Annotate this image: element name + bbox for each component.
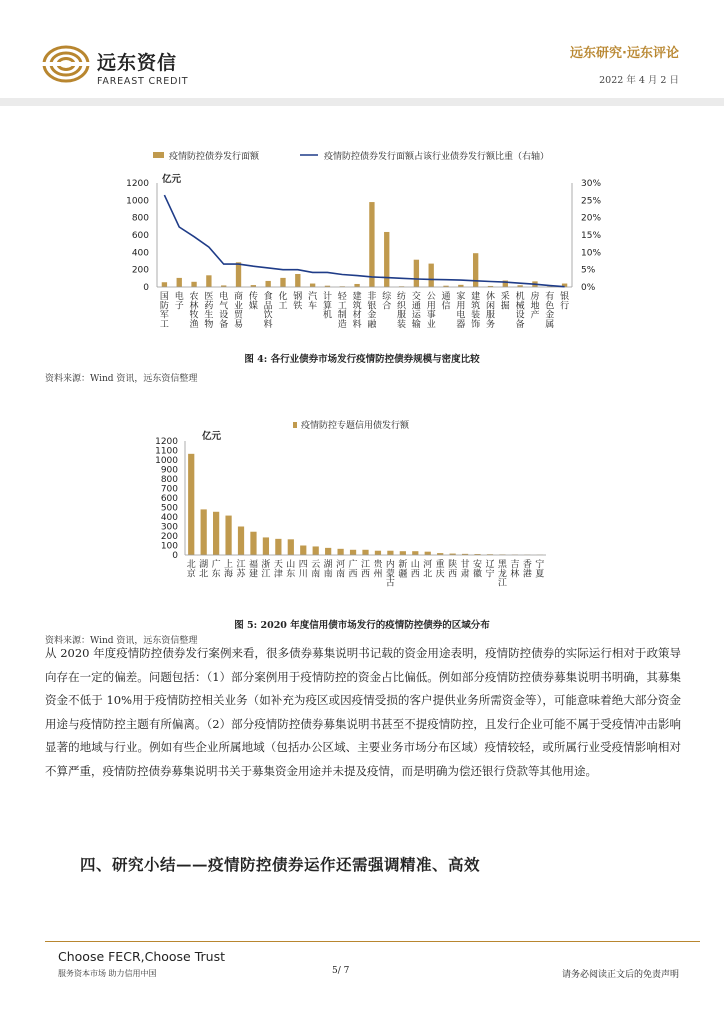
x-tick-label: 河北 [423,560,433,580]
bar [369,202,374,287]
x-tick-label: 福建 [248,560,258,580]
x-tick-label: 电气设备 [219,292,229,330]
x-tick-label: 电子 [174,292,184,312]
y-tick-label: 1200 [155,437,178,447]
bar [414,260,419,287]
bar [350,550,356,555]
x-tick-label: 建筑装饰 [471,292,481,330]
y-tick-label: 300 [160,522,178,533]
x-tick-label: 公用事业 [426,292,436,330]
footer-brand: Choose FECR,Choose Trust [58,949,225,964]
logo [42,44,90,84]
x-tick-label: 上海 [224,560,234,580]
x-tick-label: 轻工制造 [337,292,347,330]
bar [387,551,393,555]
bar [213,512,219,555]
bar [236,262,241,287]
y2-tick-label: 5% [581,265,596,276]
bar [473,253,478,287]
page-number: 5/ 7 [332,966,350,976]
x-tick-label: 贵州 [373,560,383,580]
y2-tick-label: 30% [581,179,602,189]
y-tick-label: 0 [172,551,178,561]
bar [188,454,194,555]
bar [288,539,294,555]
x-tick-label: 江西 [360,560,371,580]
x-tick-label: 香港 [522,560,532,580]
footer-disclaimer: 请务必阅读正文后的免责声明 [561,970,679,980]
y-tick-label: 200 [131,265,149,276]
y-tick-label: 600 [131,231,149,241]
bar [354,284,359,287]
figure5-chart [0,414,724,610]
x-tick-label: 云南 [311,560,321,580]
x-tick-label: 安徽 [473,560,483,580]
x-tick-label: 银行 [560,292,570,312]
x-tick-label: 综合 [382,292,392,312]
report-series: 远东研究·远东评论 [570,46,679,61]
y-tick-label: 100 [160,541,178,552]
bar [375,551,381,555]
y-axis-unit: 亿元 [162,174,182,185]
bar [362,550,368,555]
figure4-chart [0,140,724,355]
bar [206,275,211,287]
x-tick-label: 通信 [441,292,451,312]
y2-tick-label: 25% [581,196,602,207]
logo-name-cn: 远东资信 [97,52,178,74]
x-tick-label: 纺织服装 [397,292,407,330]
x-tick-label: 湖南 [323,560,333,580]
x-tick-label: 广东 [211,560,221,580]
bar [265,281,270,287]
x-tick-label: 建筑材料 [352,292,362,330]
x-tick-label: 钢铁 [293,292,303,312]
logo-mark-icon [42,44,90,84]
x-tick-label: 医药生物 [204,292,214,330]
x-tick-label: 山西 [410,560,420,580]
y-tick-label: 600 [160,494,178,504]
y-tick-label: 400 [131,248,149,259]
y2-tick-label: 15% [581,231,602,241]
x-tick-label: 商业贸易 [234,292,244,330]
x-tick-label: 宁夏 [535,560,545,580]
y-tick-label: 1000 [155,456,178,466]
y-tick-label: 500 [160,503,178,514]
x-tick-label: 辽宁 [485,560,495,580]
y-tick-label: 800 [131,213,149,224]
logo-name-en: FAREAST CREDIT [97,76,189,87]
bar [275,539,281,555]
x-tick-label: 内蒙古 [385,560,395,589]
x-tick-label: 天津 [273,560,283,580]
x-tick-label: 北京 [186,560,196,580]
x-tick-label: 河南 [336,560,346,580]
bar [337,549,343,555]
x-tick-label: 湖北 [199,560,209,580]
bar [310,284,315,287]
y2-tick-label: 20% [581,213,602,224]
x-tick-label: 重庆 [435,560,445,580]
x-tick-label: 农林牧渔 [189,292,199,330]
x-tick-label: 浙江 [261,560,271,580]
x-tick-label: 江苏 [236,560,246,580]
bar [313,546,319,555]
section-title: 四、研究小结——疫情防控债券运作还需强调精准、高效 [80,855,481,874]
report-date: 2022 年 4 月 2 日 [599,75,679,86]
y-axis-unit: 亿元 [202,431,222,442]
legend-bar-label: 疫情防控债券发行面额 [169,152,260,162]
header-band [0,98,724,106]
x-tick-label: 四川 [298,560,308,580]
footer-slogan: 服务资本市场 助力信用中国 [58,969,157,978]
figure4-source: 资料来源：Wind 资讯，远东资信整理 [45,374,198,384]
y-tick-label: 200 [160,532,178,542]
y2-tick-label: 10% [581,248,602,259]
bar [225,516,231,555]
bar [162,282,167,287]
logo-text [97,48,188,87]
x-tick-label: 国防军工 [159,292,169,330]
bar [263,537,269,555]
bar [280,278,285,287]
bar [295,274,300,287]
x-tick-label: 采掘 [500,292,510,312]
bar [400,551,406,555]
bar [300,546,306,556]
x-tick-label: 房地产 [530,292,540,321]
footer-divider [45,941,700,942]
x-tick-label: 非银金融 [367,292,377,330]
figure5-caption: 图 5: 2020 年度信用债市场发行的疫情防控债券的区域分布 [234,620,490,631]
x-tick-label: 新疆 [398,560,408,580]
y-tick-label: 1100 [155,446,178,457]
legend-line-label: 疫情防控债券发行面额占该行业债券发行额比重（右轴） [324,152,550,162]
x-tick-label: 有色金属 [545,292,555,330]
x-tick-label: 陕西 [448,560,458,580]
x-tick-label: 食品饮料 [263,292,273,330]
y-tick-label: 1000 [126,196,149,207]
x-tick-label: 广西 [348,560,358,580]
bar [250,532,256,555]
y-tick-label: 0 [143,283,149,293]
x-tick-label: 传媒 [248,292,258,312]
x-tick-label: 黑龙江 [497,560,507,589]
y-tick-label: 900 [160,465,178,476]
bar [425,552,431,555]
bar [191,282,196,287]
x-tick-label: 吉林 [510,560,520,580]
x-tick-label: 化工 [278,292,288,312]
legend-bar-swatch [293,422,297,428]
x-tick-label: 汽车 [308,292,318,312]
y-tick-label: 400 [160,513,178,523]
x-tick-label: 山东 [286,560,296,580]
y2-tick-label: 0% [581,283,596,293]
figure5-source: 资料来源：Wind 资讯，远东资信整理 [45,636,198,646]
bar [238,527,244,556]
x-tick-label: 家用电器 [456,292,466,330]
y-tick-label: 1200 [126,179,149,189]
bar [429,264,434,287]
bar [201,509,207,555]
bar [177,278,182,287]
bar [412,551,418,555]
figure4-caption: 图 4: 各行业债券市场发行疫情防控债券规模与密度比较 [244,354,480,365]
x-tick-label: 甘肃 [460,560,470,580]
x-tick-label: 交通运输 [411,292,421,330]
legend-bar-swatch [153,152,164,158]
bar [325,548,331,555]
x-tick-label: 休闲服务 [485,292,495,330]
legend-bar-label: 疫情防控专题信用债发行额 [301,421,410,431]
x-tick-label: 机械设备 [515,292,525,330]
y-tick-label: 700 [160,484,178,495]
x-tick-label: 计算机 [322,292,332,321]
bar [384,232,389,287]
y-tick-label: 800 [160,475,178,485]
body-paragraph: 从 2020 年度疫情防控债券发行案例来看，很多债券募集说明书记载的资金用途表明，疫情防控债券的实际运行相对于政策导向存在一定的偏差。问题包括：（1）部分案例用于疫情防控的资金占比偏低。例如部分疫情防控债券募集说明书明确，其募集资金不低于 10%用于疫情防控相关业务（如补充为疫区或因疫情受损的客户提供业务所需资金等），可能意味着绝大部分资金用途与疫情防控主题有所偏离。（2）部分疫情防控债券募集说明书甚至不提疫情防控，且发行企业可能不属于受疫情冲击影响显著的地域与行业。例如有些企业所属地域（包括办公区域、主要业务市场分布区域）疫情较轻，或所属行业受疫情影响相对不算严重，疫情防控债券募集说明书关于募集资金用途并未提及疫情，而是明确为偿还银行贷款等其他用途。 [45,646,681,778]
ratio-line [164,195,564,287]
